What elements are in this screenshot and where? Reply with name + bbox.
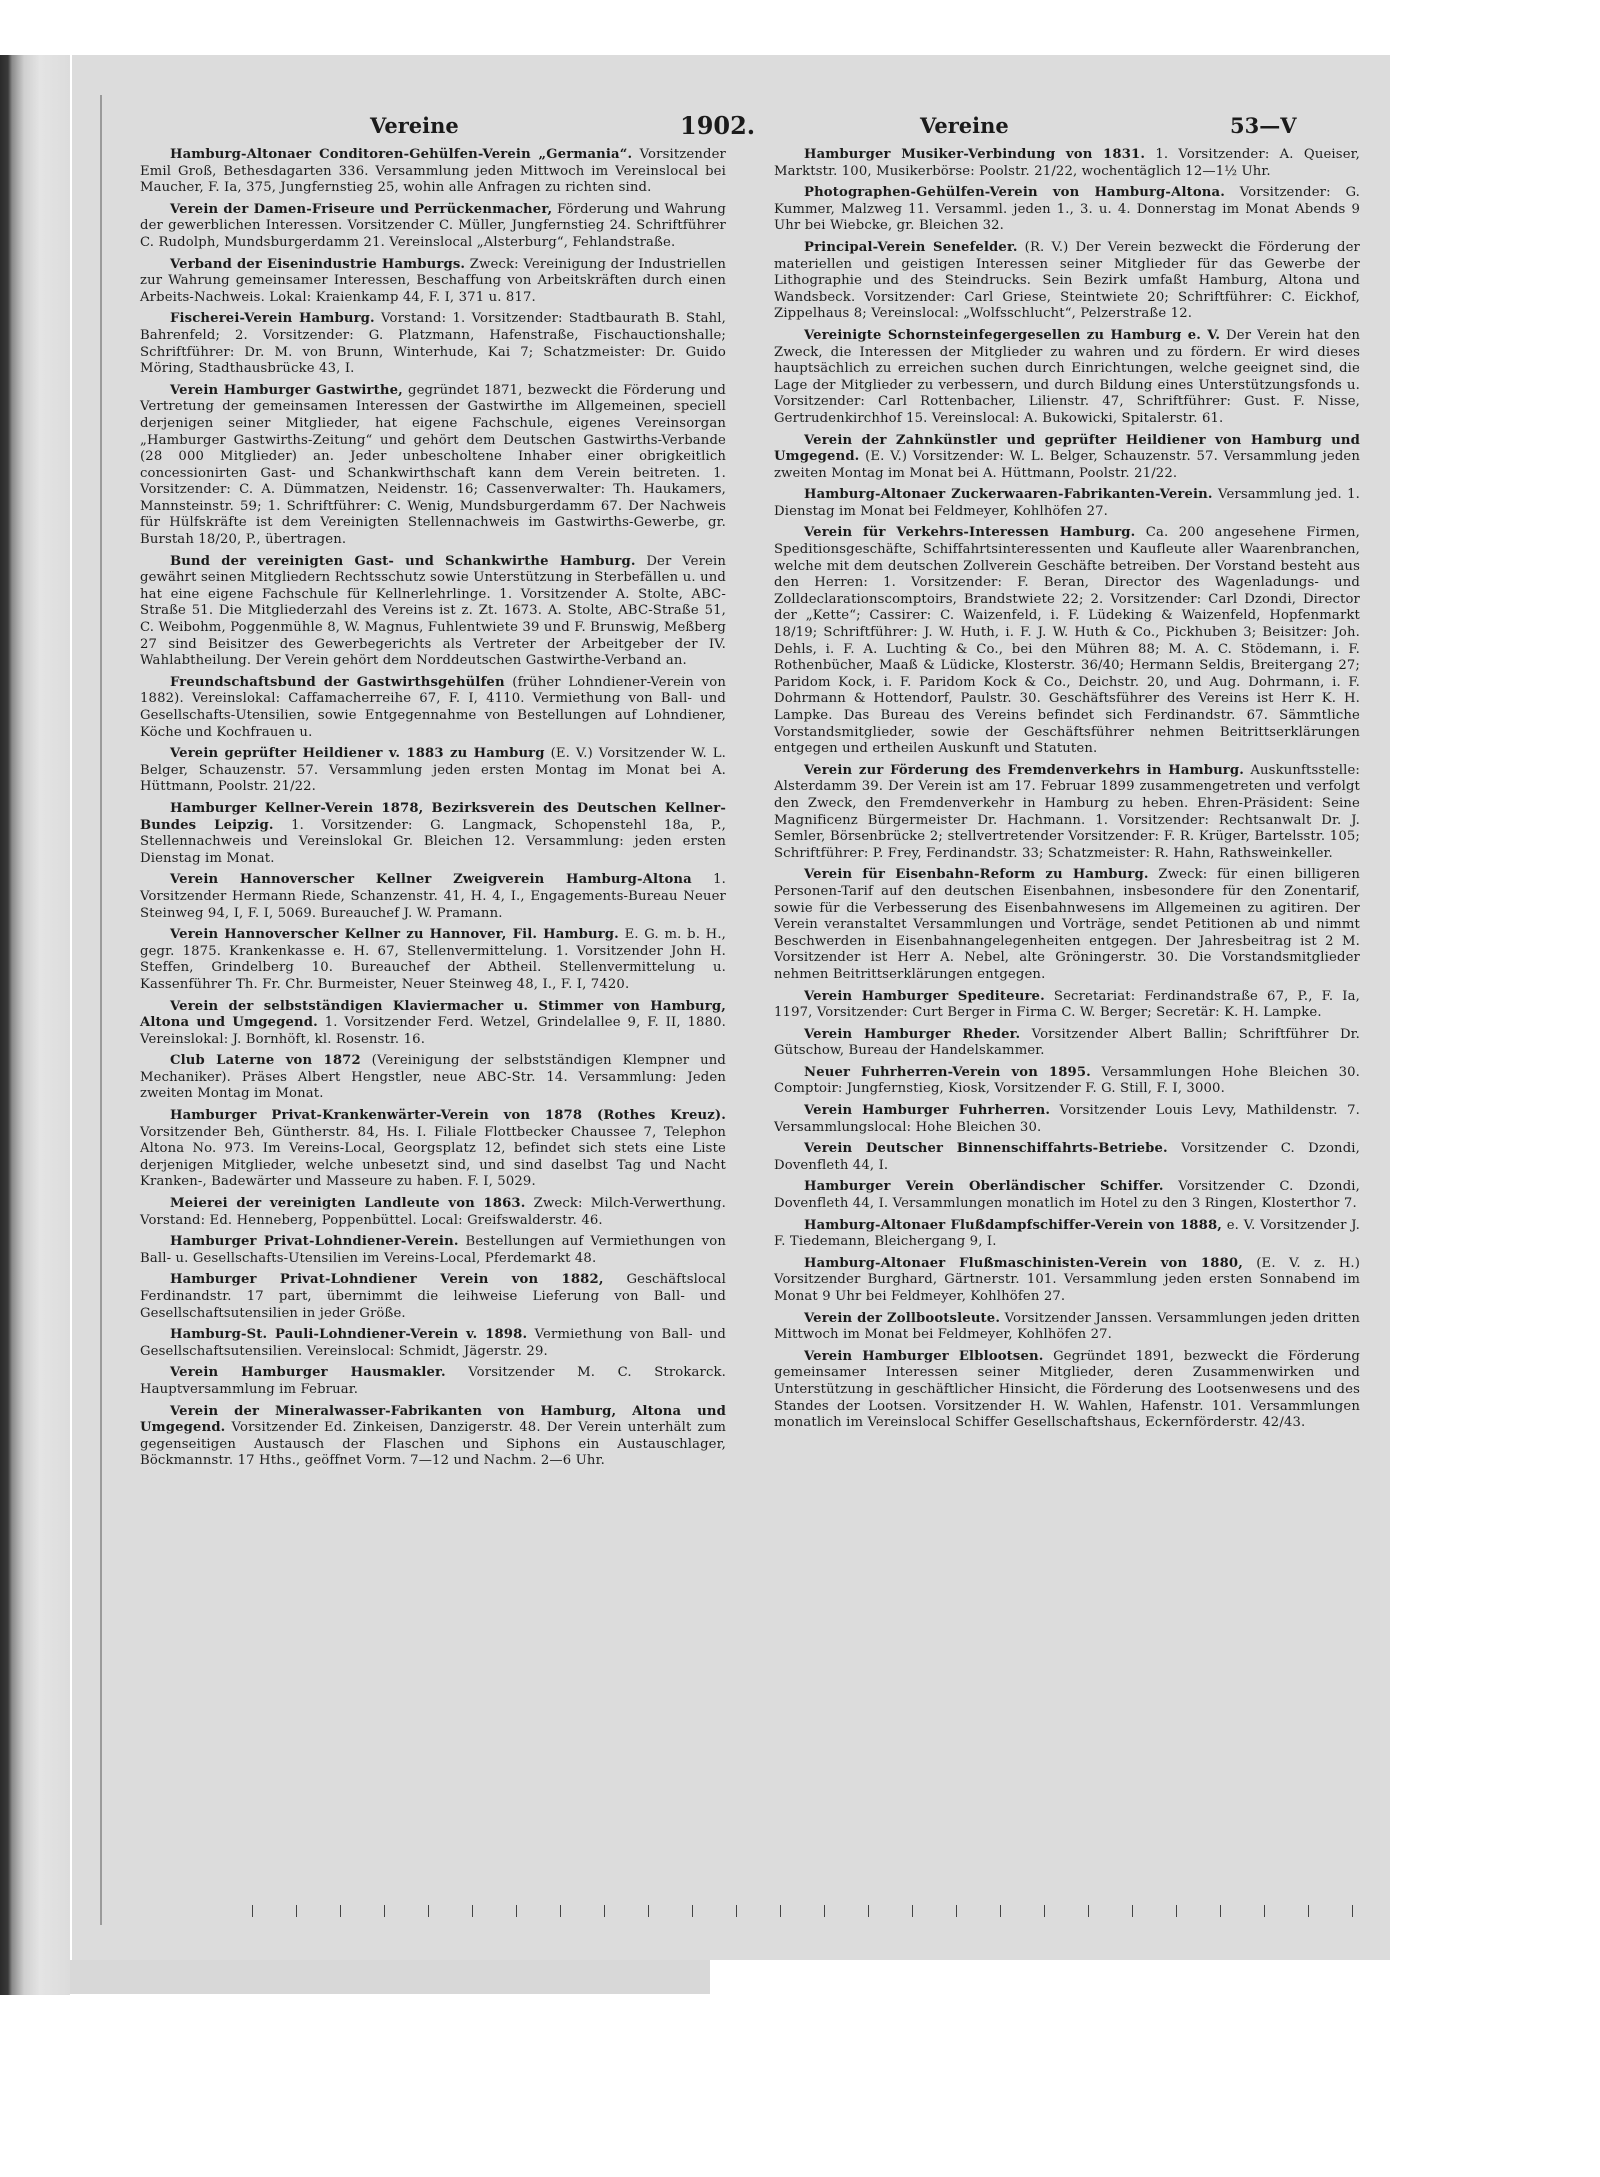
entry-text: (E. V.) Vorsitzender: W. L. Belger, Schauzenstr. 57. Versammlung jeden zweiten Montag im Monat bei A. Hüttmann, Poolstr. 21/22. bbox=[774, 449, 1361, 481]
directory-entry bbox=[140, 1327, 726, 1360]
entry-text: (E. V. z. H.) Vorsitzender Burghard, Gärtnerstr. 101. Versammlung jeden ersten Sonnabend im Monat 9 Uhr bei Feldmeyer, Kohlhöfen 27. bbox=[774, 1255, 1360, 1304]
ruler-tick bbox=[868, 1905, 869, 1917]
entry-title: Hamburg-Altonaer Flußdampfschiffer-Verein von 1888, bbox=[804, 1217, 1223, 1233]
scan-binding-shadow bbox=[0, 55, 70, 1995]
directory-entry bbox=[140, 927, 726, 993]
directory-entry bbox=[140, 999, 726, 1049]
ruler-tick bbox=[824, 1905, 825, 1917]
entry-text: Secretariat: Ferdinandstraße 67, P., F. Ia, 1197, Vorsitzender: Curt Berger in Firma C. W. Berger; Secretär: K. H. Lampke. bbox=[774, 988, 1361, 1021]
page-number: 53—V bbox=[1230, 113, 1297, 138]
directory-entry bbox=[774, 185, 1360, 235]
directory-entry bbox=[140, 801, 726, 867]
directory-entry bbox=[140, 1053, 726, 1103]
header-year: 1902. bbox=[680, 111, 756, 140]
entry-title: Verein Hamburger Spediteure. bbox=[804, 988, 1045, 1004]
scan-edge bbox=[70, 1960, 710, 1994]
entry-text: 1. Vorsitzender: G. Langmack, Schopenstehl 18a, P., Stellennachweis und Vereinslokal Gr. Bleichen 12. Versammlung: jeden ersten Dienstag im Monat. bbox=[140, 817, 727, 866]
entry-title: Freundschaftsbund der Gastwirthsgehülfen bbox=[170, 674, 505, 690]
directory-entry bbox=[140, 1365, 726, 1398]
ruler-tick bbox=[1044, 1905, 1045, 1917]
entry-text: 1. Vorsitzender: A. Queiser, Marktstr. 100, Musikerbörse: Poolstr. 21/22, wochentäglich 12—1½ Uhr. bbox=[774, 147, 1361, 179]
entry-title: Verein geprüfter Heildiener v. 1883 zu Hamburg bbox=[170, 746, 545, 762]
ruler-tick bbox=[340, 1905, 341, 1917]
right-column bbox=[774, 147, 1360, 1437]
entry-title: Verein Hannoverscher Kellner Zweigverein Hamburg-Altona bbox=[170, 872, 692, 888]
entry-text: (E. V.) Vorsitzender W. L. Belger, Schauzenstr. 57. Versammlung jeden ersten Montag im Monat bei A. Hüttmann, Poolstr. 21/22. bbox=[140, 746, 726, 795]
directory-entry bbox=[774, 1141, 1360, 1174]
directory-entry bbox=[774, 1349, 1360, 1432]
entry-title: Verein zur Förderung des Fremdenverkehrs in Hamburg. bbox=[804, 762, 1245, 778]
entry-title: Verein Hamburger Fuhrherren. bbox=[804, 1103, 1051, 1119]
entry-title: Verein Hamburger Gastwirthe, bbox=[170, 382, 403, 398]
entry-text: Bestellungen auf Vermiethungen von Ball- u. Gesellschafts-Utensilien im Vereins-Local, Pferdemarkt 48. bbox=[140, 1234, 726, 1266]
entry-title: Verein Hamburger Elblootsen. bbox=[804, 1348, 1044, 1364]
ruler-tick bbox=[384, 1905, 385, 1917]
entry-text: Versammlung jed. 1. Dienstag im Monat bei Feldmeyer, Kohlhöfen 27. bbox=[774, 487, 1360, 519]
ruler-tick bbox=[1088, 1905, 1089, 1917]
ruler-tick bbox=[1220, 1905, 1221, 1917]
entry-title: Meierei der vereinigten Landleute von 1863. bbox=[170, 1196, 526, 1212]
entry-text: Geschäftslocal Ferdinandstr. 17 part, übernimmt die leihweise Lieferung von Ball- und Gesellschaftsutensilien in jeder Größe. bbox=[140, 1272, 727, 1321]
page-content bbox=[140, 105, 1360, 1905]
entry-title: Hamburg-St. Pauli-Lohndiener-Verein v. 1898. bbox=[170, 1327, 528, 1343]
directory-entry bbox=[774, 1065, 1360, 1098]
left-column bbox=[140, 147, 726, 1475]
entry-text: Der Verein hat den Zweck, die Interessen der Mitglieder zu wahren und zu fördern. Er wird dieses hauptsächlich zu erreichen suchen durch Einrichtungen, welche geeignet sind, die Lage der Mitglieder zu verbessern, und durch Bildung eines Unterstützungsfonds u. Vorsitzender: Carl Rottenbacher, Lilienstr. 47, Schriftführer: Gust. F. Nisse, Gertrudenkirchhof 15. Vereinslocal: A. Bukowicki, Spitalerstr. 61. bbox=[774, 327, 1361, 426]
entry-title: Hamburger Musiker-Verbindung von 1831. bbox=[804, 147, 1146, 162]
entry-title: Verein der Zahnkünstler und geprüfter Heildiener von Hamburg und Umgegend. bbox=[774, 432, 1360, 465]
entry-title: Neuer Fuhrherren-Verein von 1895. bbox=[804, 1064, 1091, 1080]
entry-text: Vorsitzender Louis Levy, Mathildenstr. 7. Versammlungslocal: Hohe Bleichen 30. bbox=[774, 1103, 1360, 1135]
entry-title: Hamburger Kellner-Verein 1878, Bezirksverein des Deutschen Kellner-Bundes Leipzig. bbox=[140, 800, 726, 833]
directory-entry bbox=[774, 240, 1360, 323]
directory-entry bbox=[774, 487, 1360, 520]
directory-entry bbox=[140, 1404, 726, 1470]
running-header bbox=[140, 105, 1360, 145]
directory-entry bbox=[140, 746, 726, 796]
directory-entry bbox=[140, 383, 726, 549]
entry-text: Versammlungen Hohe Bleichen 30. Comptoir: Jungfernstieg, Kiosk, Vorsitzender F. G. Still, F. I, 3000. bbox=[774, 1064, 1360, 1097]
entry-title: Verein für Eisenbahn-Reform zu Hamburg. bbox=[804, 867, 1149, 883]
entry-title: Club Laterne von 1872 bbox=[170, 1053, 361, 1069]
ruler-tick bbox=[604, 1905, 605, 1917]
entry-title: Verein der selbstständigen Klaviermacher u. Stimmer von Hamburg, Altona und Umgegend. bbox=[140, 998, 726, 1031]
directory-entry bbox=[774, 763, 1360, 863]
ruler-tick bbox=[252, 1905, 253, 1917]
entry-text: Ca. 200 angesehene Firmen, Speditionsgeschäfte, Schiffahrtsinteressenten und Kaufleute aller Waarenbranchen, welche mit dem deutschen Zollverein Geschäfte betreiben. Der Vorstand besteht aus den Herren: 1. Vorsitzender: F. Beran, Director des Wagenladungs- und Zolldeclarationscomptoirs, Brandstwiete 22; 2. Vorsitzender: Carl Dzondi, Director der „Kette“; Cassirer: C. Waizenfeld, i. F. Lüdeking & Waizenfeld, Hopfenmarkt 18/19; Schriftführer: J. W. Huth, i. F. J. W. Huth & Co., Pickhuben 3; Beisitzer: Joh. Dehls, i. F. A. Luchting & Co., bei den Mühren 88; M. A. C. Stödemann, i. F. Rothenbücher, Maaß & Lüdicke, Klosterstr. 36/40; Hermann Seldis, Breitergang 27; Paridom Kock, i. F. Paridom Kock & Co., Deichstr. 20, und Aug. Dohrmann, i. F. Dohrmann & Hottendorf, Paulstr. 30. Geschäftsführer des Vereins ist Herr K. H. Lampke. Das Bureau des Vereins befindet sich Ferdinandstr. 67. Sämmtliche Vorstandsmitglieder, sowie der Geschäftsführer nehmen Beitrittserklärungen entgegen und ertheilen Auskunft und Statuten. bbox=[774, 525, 1361, 757]
entry-title: Verein für Verkehrs-Interessen Hamburg. bbox=[804, 525, 1136, 541]
ruler-tick bbox=[428, 1905, 429, 1917]
entry-title: Principal-Verein Senefelder. bbox=[804, 239, 1018, 255]
entry-title: Bund der vereinigten Gast- und Schankwirthe Hamburg. bbox=[170, 553, 636, 569]
entry-text: Vorsitzender C. Dzondi, Dovenfleth 44, I. Versammlungen monatlich im Hotel zu den 3 Ringen, Klosterthor 7. bbox=[774, 1179, 1361, 1212]
scan-ruler bbox=[212, 1905, 1432, 1919]
entry-title: Verein Hannoverscher Kellner zu Hannover, Fil. Hamburg. bbox=[170, 927, 619, 943]
entry-text: e. V. Vorsitzender J. F. Tiedemann, Bleichergang 9, I. bbox=[774, 1217, 1360, 1250]
ruler-tick bbox=[472, 1905, 473, 1917]
entry-title: Hamburg-Altonaer Zuckerwaaren-Fabrikanten-Verein. bbox=[804, 487, 1213, 503]
directory-entry bbox=[774, 525, 1360, 757]
directory-entry bbox=[774, 1218, 1360, 1251]
header-left: Vereine bbox=[370, 113, 459, 138]
entry-title: Hamburger Privat-Krankenwärter-Verein von 1878 (Rothes Kreuz). bbox=[170, 1108, 726, 1124]
directory-entry bbox=[140, 1234, 726, 1267]
entry-text: Förderung und Wahrung der gewerblichen Interessen. Vorsitzender C. Müller, Jungfernstieg 24. Schriftführer C. Rudolph, Mundsburgerdamm 21. Vereinslocal „Alsterburg“, Fehlandstraße. bbox=[140, 201, 727, 250]
entry-title: Fischerei-Verein Hamburg. bbox=[170, 311, 375, 327]
entry-text: E. G. m. b. H., gegr. 1875. Krankenkasse e. H. 67, Stellenvermittelung. 1. Vorsitzender John H. Steffen, Grindelberg 10. Bureauchef der Abtheil. Stellenvermittelung u. Kassenführer Th. Fr. Chr. Burmeister, Neuer Steinweg 48, I., F. I, 7420. bbox=[140, 927, 727, 992]
directory-entry bbox=[140, 311, 726, 377]
directory-entry bbox=[140, 675, 726, 741]
entry-title: Hamburg-Altonaer Flußmaschinisten-Verein von 1880, bbox=[804, 1255, 1243, 1271]
entry-text: Vorsitzender Ed. Zinkeisen, Danzigerstr. 48. Der Verein unterhält zum gegenseitigen Austausch der Flaschen und Siphons ein Austauschlager, Böckmannstr. 17 Hths., geöffnet Vorm. 7—12 und Nachm. 2—6 Uhr. bbox=[140, 1420, 726, 1469]
entry-title: Hamburger Privat-Lohndiener-Verein. bbox=[170, 1234, 459, 1250]
entry-title: Verein der Damen-Friseure und Perrückenmacher, bbox=[170, 201, 553, 217]
entry-title: Verband der Eisenindustrie Hamburgs. bbox=[170, 256, 466, 272]
entry-title: Hamburger Privat-Lohndiener Verein von 1882, bbox=[170, 1272, 604, 1288]
ruler-tick bbox=[296, 1905, 297, 1917]
directory-entry bbox=[774, 1027, 1360, 1060]
directory-entry bbox=[774, 989, 1360, 1022]
ruler-tick bbox=[648, 1905, 649, 1917]
ruler-tick bbox=[956, 1905, 957, 1917]
directory-entry bbox=[774, 1103, 1360, 1136]
entry-title: Verein Hamburger Hausmakler. bbox=[170, 1365, 446, 1381]
entry-text: (Vereinigung der selbstständigen Klempner und Mechaniker). Präses Albert Hengstler, neue ABC-Str. 14. Versammlung: Jeden zweiten Montag im Monat. bbox=[140, 1053, 726, 1102]
entry-text: Auskunftsstelle: Alsterdamm 39. Der Verein ist am 17. Februar 1899 zusammengetreten und verfolgt den Zweck, den Fremdenverkehr in Hamburg zu heben. Ehren-Präsident: Seine Magnificenz Bürgermeister Dr. Hachmann. 1. Vorsitzender: Rechtsanwalt Dr. J. Semler, Börsenbrücke 2; stellvertretender Vorsitzender: F. R. Krüger, Bartelsstr. 105; Schriftführer: P. Frey, Ferdinandstr. 33; Schatzmeister: R. Hahn, Rathsweinkeller. bbox=[774, 762, 1360, 861]
entry-text: Vorsitzender Albert Ballin; Schriftführer Dr. Gütschow, Bureau der Handelskammer. bbox=[774, 1026, 1361, 1059]
ruler-tick bbox=[1176, 1905, 1177, 1917]
entry-title: Hamburg-Altonaer Conditoren-Gehülfen-Verein „Germania“. bbox=[170, 147, 633, 162]
entry-text: Der Verein gewährt seinen Mitgliedern Rechtsschutz sowie Unterstützung in Sterbefällen u. und hat eine eigene Fachschule für Kellnerlehrlinge. 1. Vorsitzender A. Stolte, ABC-Straße 51. Die Mitgliederzahl des Vereins ist z. Zt. 1673. A. Stolte, ABC-Straße 51, C. Weibohm, Poggenmühle 8, W. Magnus, Fuhlentwiete 39 und F. Brunswig, Meßberg 27 sind Beisitzer des Gewerbegerichts als Vertreter der Arbeitgeber der IV. Wahlabtheilung. Der Verein gehört dem Norddeutschen Gastwirthe-Verband an. bbox=[140, 553, 727, 669]
entry-text: Vorsitzender C. Dzondi, Dovenfleth 44, I. bbox=[774, 1141, 1360, 1173]
entry-text: Vorsitzender Beh, Güntherstr. 84, Hs. I. Filiale Flottbecker Chaussee 7, Telephon Altona No. 973. Im Vereins-Local, Georgsplatz 12, befindet sich stets eine Liste derjenigen Mitglieder, welche unbesetzt sind, und sind daselbst Tag und Nacht Kranken-, Badewärter und Masseure zu haben. F. I, 5029. bbox=[140, 1124, 726, 1190]
directory-entry bbox=[140, 1272, 726, 1322]
directory-entry bbox=[774, 867, 1360, 983]
entry-text: (früher Lohndiener-Verein von 1882). Vereinslokal: Caffamacherreihe 67, F. I, 4110. Vermiethung von Ball- und Gesellschafts-Utensilien, sowie Entgegennahme von Bestellungen auf Lohndiener, Köche und Kochfrauen u. bbox=[140, 674, 726, 740]
entry-text: Vorsitzender Janssen. Versammlungen jeden dritten Mittwoch im Monat bei Feldmeyer, Kohlhöfen 27. bbox=[774, 1310, 1361, 1343]
entry-text: Vermiethung von Ball- und Gesellschaftsutensilien. Vereinslocal: Schmidt, Jägerstr. 29. bbox=[140, 1327, 726, 1359]
directory-entry bbox=[140, 202, 726, 252]
directory-entry bbox=[774, 328, 1360, 428]
entry-text: Zweck: für einen billigeren Personen-Tarif auf den deutschen Eisenbahnen, insbesondere für den Zonentarif, sowie für die Verbesserung des Eisenbahnwesens im Allgemeinen zu agitiren. Der Verein veranstaltet Versammlungen und Vorträge, sendet Petitionen ab und nimmt Beschwerden in Eisenbahnangelegenheiten entgegen. Der Jahresbeitrag ist 2 M. Vorsitzender ist Herr A. Nebel, alte Gröningerstr. 30. Die Vorstandsmitglieder nehmen Beitrittserklärungen entgegen. bbox=[774, 867, 1361, 982]
ruler-tick bbox=[1132, 1905, 1133, 1917]
entry-text: Vorsitzender: G. Kummer, Malzweg 11. Versamml. jeden 1., 3. u. 4. Donnerstag im Monat Abends 9 Uhr bei Wiebcke, gr. Bleichen 32. bbox=[774, 185, 1361, 234]
directory-entry bbox=[140, 1196, 726, 1229]
entry-text: Vorstand: 1. Vorsitzender: Stadtbaurath B. Stahl, Bahrenfeld; 2. Vorsitzender: G. Platzmann, Hafenstraße, Fischauctionshalle; Schriftführer: Dr. M. von Brunn, Winterhude, Kai 7; Schatzmeister: Dr. Guido Möring, Stadthausbrücke 43, I. bbox=[140, 311, 727, 377]
directory-entry bbox=[140, 147, 726, 197]
directory-entry bbox=[774, 1256, 1360, 1306]
ruler-tick bbox=[1352, 1905, 1353, 1917]
ruler-tick bbox=[692, 1905, 693, 1917]
document-page bbox=[72, 55, 1390, 1960]
entry-text: 1. Vorsitzender Hermann Riede, Schanzenstr. 41, H. 4, I., Engagements-Bureau Neuer Steinweg 94, I, F. I, 5069. Bureauchef J. W. Pramann. bbox=[140, 872, 726, 921]
ruler-tick bbox=[1000, 1905, 1001, 1917]
entry-text: Zweck: Vereinigung der Industriellen zur Wahrung gemeinsamer Interessen, Beschaffung von Arbeitskräften durch einen Arbeits-Nachweis. Lokal: Kraienkamp 44, F. I, 371 u. 817. bbox=[140, 256, 727, 305]
ruler-tick bbox=[780, 1905, 781, 1917]
directory-entry bbox=[140, 872, 726, 922]
entry-title: Verein der Mineralwasser-Fabrikanten von Hamburg, Altona und Umgegend. bbox=[140, 1403, 726, 1436]
directory-entry bbox=[774, 433, 1360, 483]
directory-entry bbox=[140, 1108, 726, 1191]
ruler-tick bbox=[912, 1905, 913, 1917]
ruler-tick bbox=[560, 1905, 561, 1917]
entry-text: gegründet 1871, bezweckt die Förderung und Vertretung der gemeinsamen Interessen der Gastwirthe im Allgemeinen, speciell derjenigen seiner Mitglieder, hat eigene Fachschule, eigenes Vereinsorgan „Hamburger Gastwirths-Zeitung“ und gehört dem Deutschen Gastwirths-Verbande (28 000 Mitglieder) an. Jeder unbescholtene Inhaber einer obrigkeitlich concessionirten Gast- und Schankwirthschaft kann dem Verein beitreten. 1. Vorsitzender: C. A. Dümmatzen, Neidenstr. 16; Cassenverwalter: Th. Haukamers, Mannsteinstr. 59; 1. Schriftführer: C. Wenig, Mundsburgerdamm 67. Der Nachweis für Hülfskräfte ist dem Vereinigten Stellennachweis im Gastwirths-Gewerbe, gr. Burstah 18/20, P., übertragen. bbox=[140, 382, 727, 548]
entry-text: 1. Vorsitzender Ferd. Wetzel, Grindelallee 9, F. II, 1880. Vereinslokal: J. Bornhöft, kl. Rosenstr. 16. bbox=[140, 1015, 727, 1047]
ruler-tick bbox=[1264, 1905, 1265, 1917]
directory-entry bbox=[140, 257, 726, 307]
entry-title: Verein Hamburger Rheder. bbox=[804, 1026, 1021, 1042]
directory-entry bbox=[140, 554, 726, 670]
entry-title: Verein Deutscher Binnenschiffahrts-Betriebe. bbox=[804, 1141, 1168, 1157]
ruler-tick bbox=[516, 1905, 517, 1917]
entry-text: Vorsitzender M. C. Strokarck. Hauptversammlung im Februar. bbox=[140, 1365, 727, 1397]
entry-text: (R. V.) Der Verein bezweckt die Förderung der materiellen und geistigen Interessen seiner Mitglieder für das Gewerbe der Lithographie und des Steindrucks. Sein Bezirk umfaßt Hamburg, Altona und Wandsbeck. Vorsitzender: Carl Griese, Steintwiete 20; Schriftführer: C. Eickhof, Zippelhaus 8; Vereinslocal: „Wolfsschlucht“, Pelzerstraße 12. bbox=[774, 239, 1361, 322]
header-right: Vereine bbox=[920, 113, 1009, 138]
directory-entry bbox=[774, 147, 1360, 180]
entry-text: Gegründet 1891, bezweckt die Förderung gemeinsamer Interessen seiner Mitglieder, deren Zusammenwirken und Unterstützung in geschäftlicher Hinsicht, die Förderung des Lootsenwesens und des Standes der Lootsen. Vorsitzender H. W. Wahlen, Hafenstr. 101. Versammlungen monatlich im Vereinslocal Schiffer Gesellschaftshaus, Eckernförderstr. 42/43. bbox=[774, 1348, 1360, 1431]
entry-text: Vorsitzender Emil Groß, Bethesdagarten 336. Versammlung jeden Mittwoch im Vereinslocal bei Maucher, F. Ia, 375, Jungfernstieg 25, wohin alle Anfragen zu richten sind. bbox=[140, 147, 726, 196]
directory-entry bbox=[774, 1179, 1360, 1212]
ruler-tick bbox=[1308, 1905, 1309, 1917]
entry-title: Vereinigte Schornsteinfegergesellen zu Hamburg e. V. bbox=[804, 327, 1221, 343]
entry-title: Hamburger Verein Oberländischer Schiffer. bbox=[804, 1179, 1164, 1195]
directory-entry bbox=[774, 1311, 1360, 1344]
entry-title: Verein der Zollbootsleute. bbox=[804, 1310, 1001, 1326]
entry-text: Zweck: Milch-Verwerthung. Vorstand: Ed. Henneberg, Poppenbüttel. Local: Greifswalderstr. 46. bbox=[140, 1196, 726, 1228]
entry-title: Photographen-Gehülfen-Verein von Hamburg-Altona. bbox=[804, 185, 1225, 201]
ruler-tick bbox=[736, 1905, 737, 1917]
